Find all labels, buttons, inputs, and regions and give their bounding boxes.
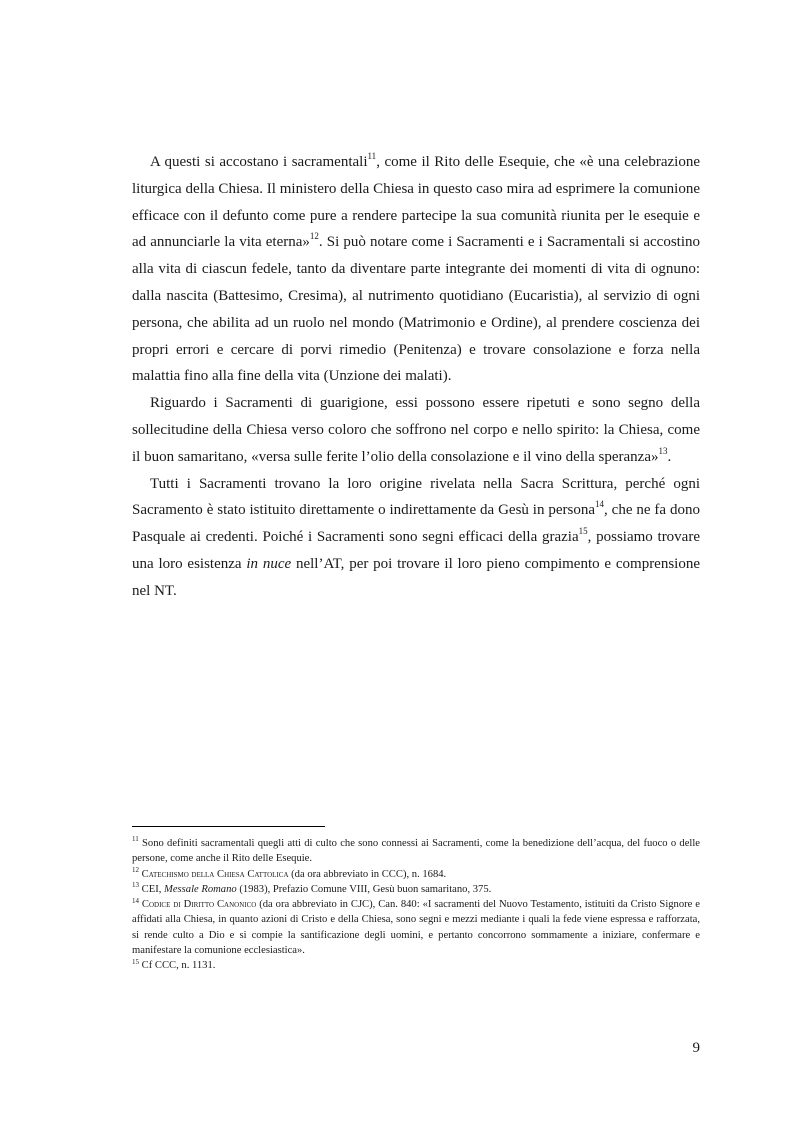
footnote-number: 14: [132, 896, 139, 905]
italic-term: in nuce: [246, 555, 292, 572]
footnote-text: (da ora abbreviato in CCC), n. 1684.: [288, 868, 447, 880]
footnote-text: Cf CCC, n. 1131.: [141, 960, 216, 972]
footnote-source-title: Messale Romano: [164, 883, 237, 895]
paragraph: [132, 390, 700, 470]
footnote-number: 13: [132, 881, 139, 890]
paragraph-text: .: [667, 448, 672, 465]
footnote: [132, 882, 700, 897]
paragraph-text: , possiamo trovare una loro esistenza: [132, 529, 700, 572]
footnote-number: 11: [132, 835, 139, 844]
paragraph-text: , come il Rito delle Esequie, che «è una celebrazione liturgica della Chiesa. Il ministero della Chiesa in questo caso mira ad esprimere la comunione efficace con il defunto come pure a rendere partecipe la sua comunità riunita per le esequie e ad annunciarle la vita eterna»: [132, 154, 701, 251]
paragraph: [132, 471, 700, 605]
footnote-number: 12: [132, 866, 139, 875]
footnote-divider: [132, 826, 325, 827]
footnote: [132, 897, 700, 958]
footnote-text: Sono definiti sacramentali quegli atti di culto che sono connessi ai Sacramenti, come la benedizione dell’acqua, del fuoco o delle persone, come anche il Rito delle Esequie.: [132, 838, 700, 865]
footnote-text: (1983), Prefazio Comune VIII, Gesù buon samaritano, 375.: [236, 883, 492, 895]
body-text: [132, 149, 700, 605]
paragraph-text: Riguardo i Sacramenti di guarigione, essi possono essere ripetuti e sono segno della sollecitudine della Chiesa verso coloro che soffrono nel corpo e nello spirito: la Chiesa, come il buon samaritano, «versa sulle ferite l’olio della consolazione e il vino della speranza»: [132, 395, 700, 465]
footnote-text: CEI,: [141, 883, 165, 895]
paragraph-text: nell’AT, per poi trovare il loro pieno compimento e comprensione nel NT.: [132, 555, 701, 599]
footnote-ref[interactable]: 13: [658, 445, 668, 456]
footnote-ref[interactable]: 15: [578, 526, 588, 537]
footnote-source-title: Codice di Diritto Canonico: [141, 899, 257, 911]
footnote-text: (da ora abbreviato in CJC), Can. 840: «I sacramenti del Nuovo Testamento, istituiti da Cristo Signore e affidati alla Chiesa, in quanto azioni di Cristo e della Chiesa, sono segni e mezzi mediante i quali la fede viene espressa e rafforzata, si rende culto a Dio e si compie la santificazione degli uomini, e pertanto concorrono sommamente a iniziare, confermare e manifestare la comunione ecclesiastica».: [132, 899, 700, 957]
footnote: [132, 867, 700, 882]
page-number: 9: [692, 1040, 700, 1056]
footnote-ref[interactable]: 11: [367, 151, 377, 161]
footnote: [132, 836, 700, 867]
footnote-ref[interactable]: 14: [595, 499, 605, 510]
paragraph-text: A questi si accostano i sacramentali: [150, 154, 368, 170]
paragraph: [132, 149, 700, 390]
footnotes: [132, 836, 700, 974]
paragraph-text: Tutti i Sacramenti trovano la loro origine rivelata nella Sacra Scrittura, perché ogni Sacramento è stato istituito direttamente o indirettamente da Gesù in persona: [132, 475, 700, 519]
footnote-number: 15: [132, 957, 139, 966]
paragraph-text: . Si può notare come i Sacramenti e i Sacramentali si accostino alla vita di ciascun fedele, tanto da diventare parte integrante dei momenti di vita di ognuno: dalla nascita (Battesimo, Cresima), al nutrimento quotidiano (Eucaristia), al servizio di ogni persona, che abilita ad un ruolo nel mondo (Matrimonio e Ordine), al prendere coscienza dei propri errori e cercare di porvi rimedio (Penitenza) e trovare consolazione e forza nella malattia fino alla fine della vita (Unzione dei malati).: [132, 234, 700, 385]
footnote-ref[interactable]: 12: [309, 231, 319, 242]
paragraph-text: , che ne fa dono Pasquale ai credenti. Poiché i Sacramenti sono segni efficaci della grazia: [132, 502, 700, 546]
footnote: [132, 958, 700, 973]
footnote-source-title: Catechismo della Chiesa Cattolica: [141, 868, 289, 880]
